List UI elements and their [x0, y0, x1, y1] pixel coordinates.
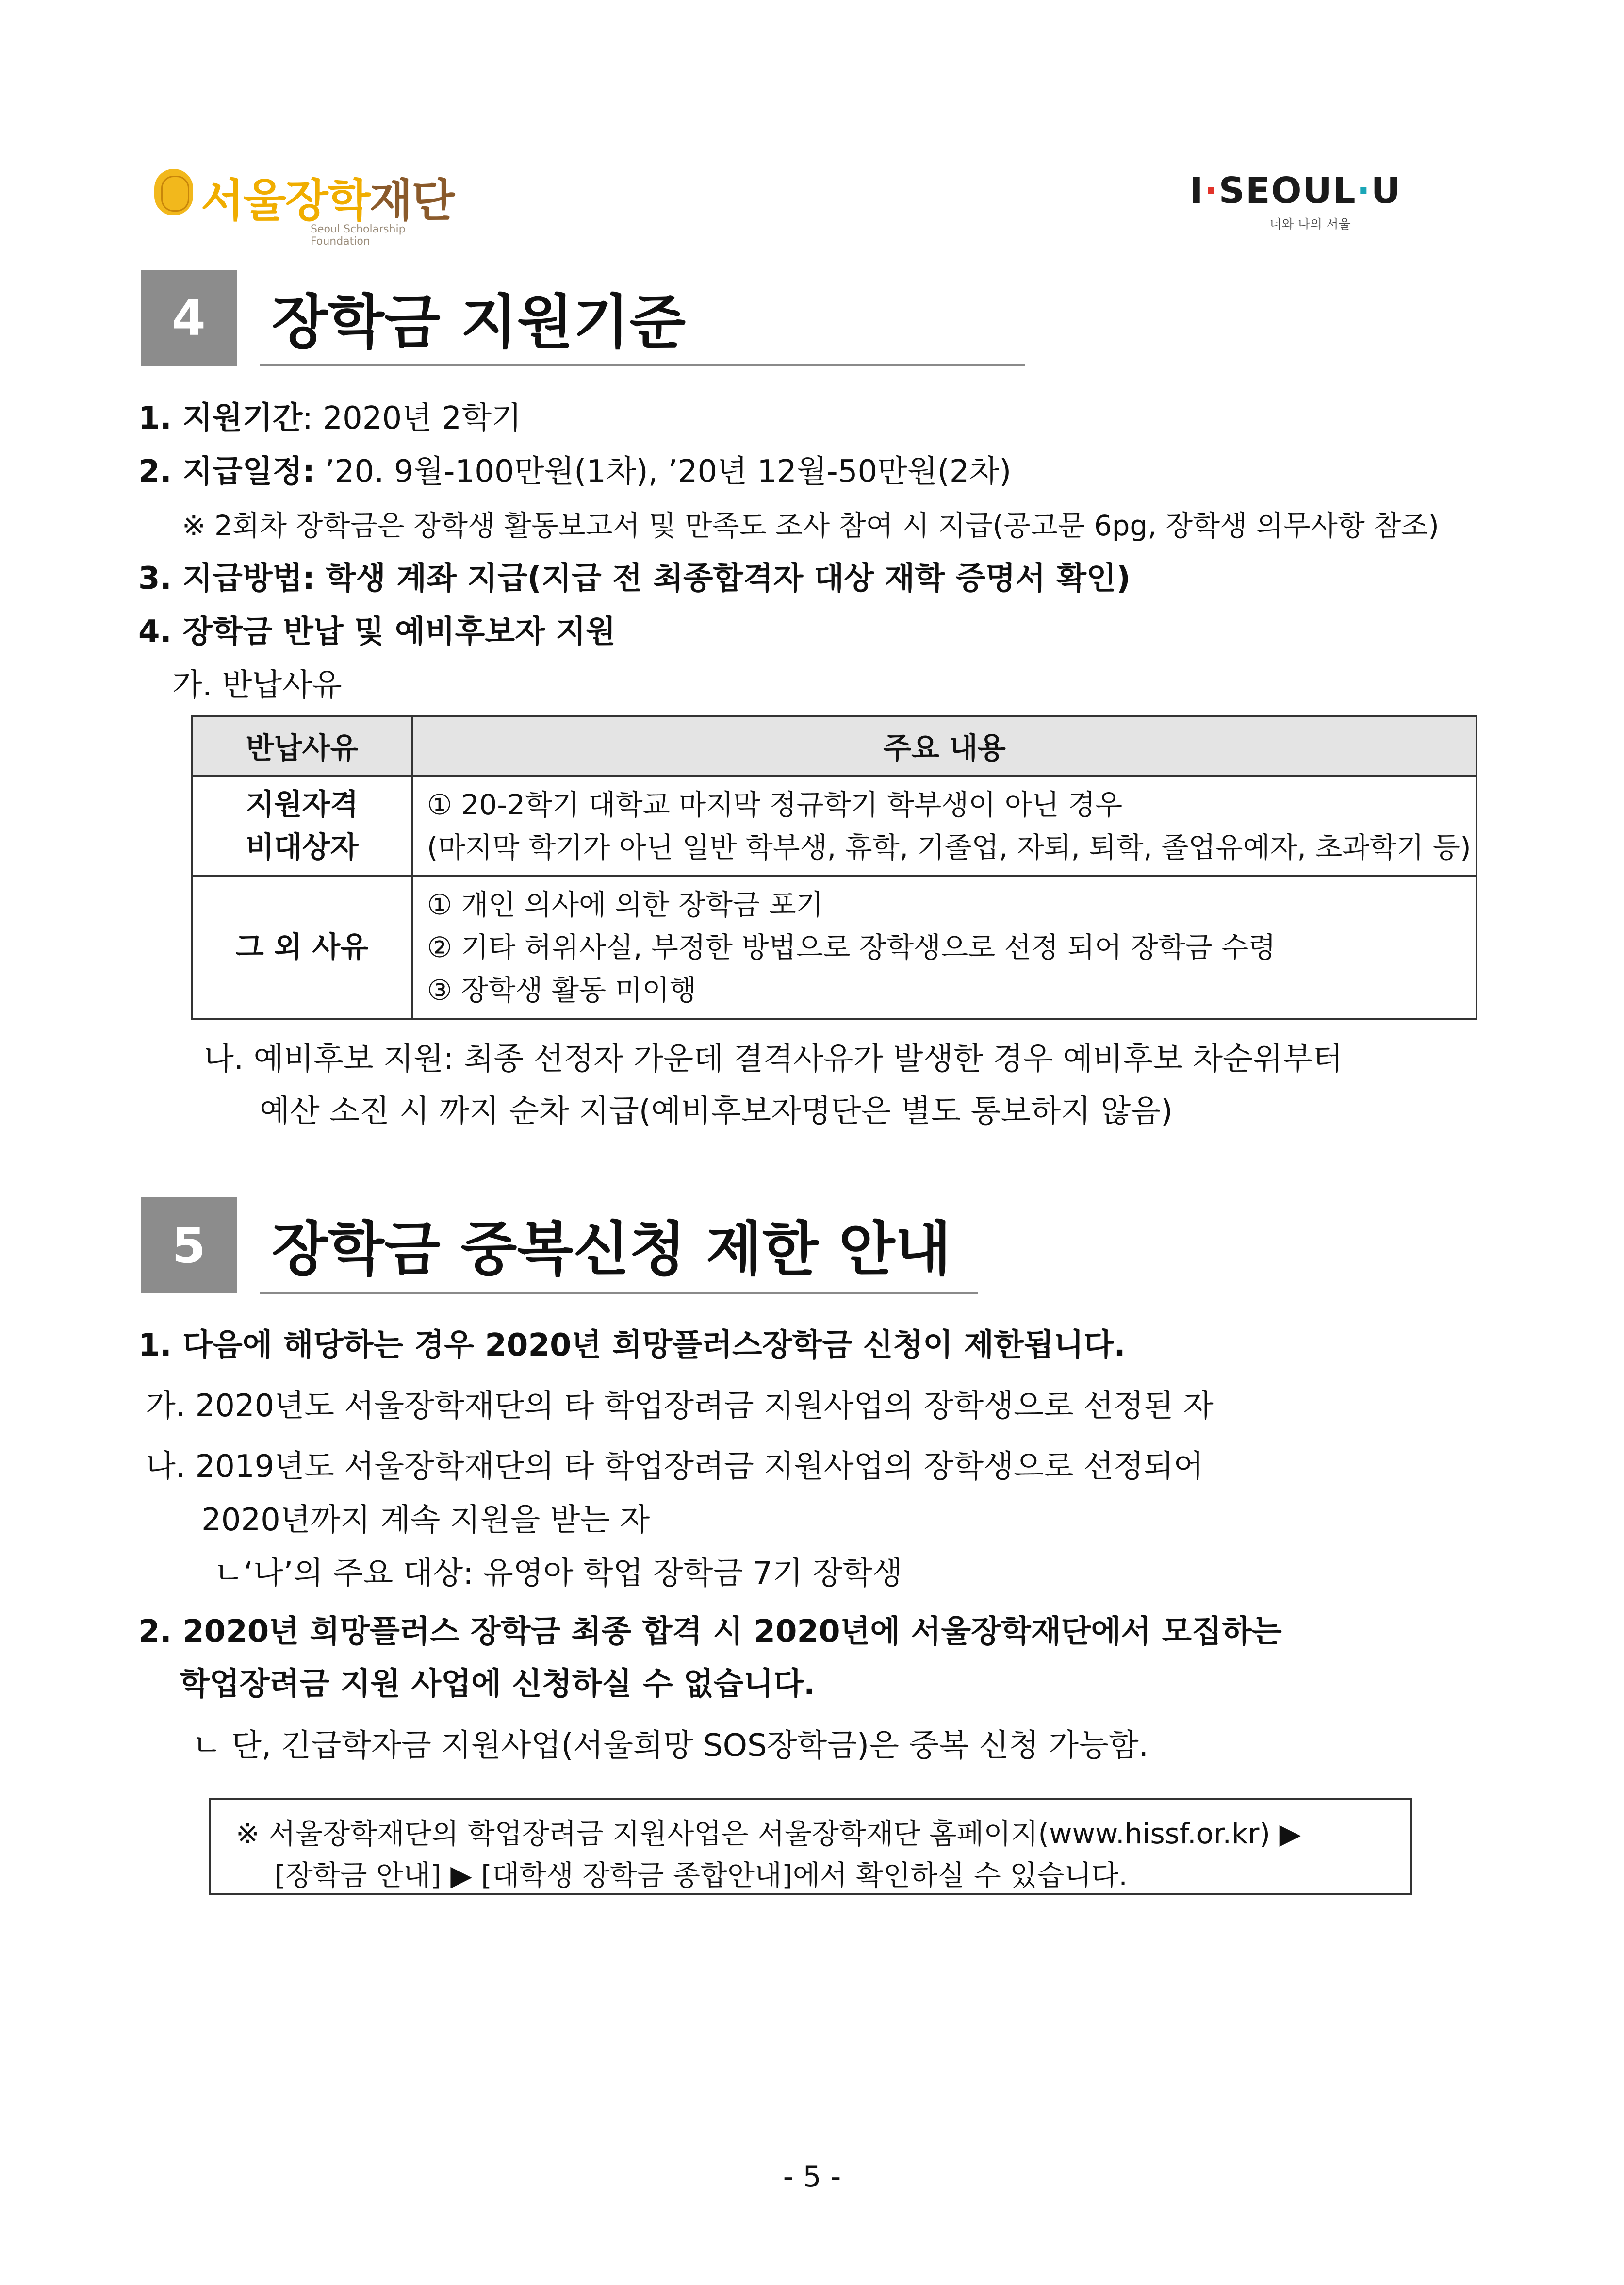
- payment-method: 3. 지급방법: 학생 계좌 지급(지급 전 최종합격자 대상 재학 증명서 확인): [138, 561, 1131, 596]
- section-4-title: 장학금 지원기준: [272, 289, 686, 356]
- table-category-cell: [192, 776, 412, 876]
- reserve-support-line-1: 나. 예비후보 지원: 최종 선정자 가운데 결격사유가 발생한 경우 예비후보 차순위부터: [204, 1041, 1343, 1077]
- restriction-heading: 1. 다음에 해당하는 경우 2020년 희망플러스장학금 신청이 제한됩니다.: [138, 1327, 1126, 1363]
- support-period: [138, 393, 522, 438]
- restriction-item-b-line-1: 나. 2019년도 서울장학재단의 타 학업장려금 지원사업의 장학생으로 선정되어: [146, 1449, 1204, 1485]
- payment-schedule-value: ’20. 9월-100만원(1차), ’20년 12월-50만원(2차): [315, 454, 1012, 490]
- restriction-item-b-note: ㄴ‘나’의 주요 대상: 유영아 학업 장학금 7기 장학생: [213, 1556, 903, 1591]
- wordmark-u: U: [1371, 170, 1401, 212]
- table-header-row: [192, 716, 1476, 776]
- table-category-cell: [192, 876, 412, 1019]
- reserve-support-line-2: 예산 소진 시 까지 순차 지급(예비후보자명단은 별도 통보하지 않음): [260, 1093, 1173, 1129]
- table-header-cell: 반납사유: [192, 716, 412, 776]
- restriction-item-2-line-2: 학업장려금 지원 사업에 신청하실 수 없습니다.: [180, 1666, 816, 1702]
- wordmark-i: I: [1190, 170, 1204, 212]
- return-reasons-table: [191, 715, 1477, 1020]
- notice-line-1: ※ 서울장학재단의 학업장려금 지원사업은 서울장학재단 홈페이지(www.hissf.or.kr) ▶: [236, 1817, 1301, 1850]
- restriction-item-a: 가. 2020년도 서울장학재단의 타 학업장려금 지원사업의 장학생으로 선정된 자: [146, 1388, 1214, 1424]
- section-4-number: 4: [141, 270, 237, 366]
- logo-name-part2: 재단: [369, 175, 454, 227]
- payment-schedule-label: 2. 지급일정:: [138, 454, 315, 490]
- category-line: 지원자격: [246, 787, 359, 822]
- logo-name-part1: 서울장학: [201, 175, 370, 227]
- foundation-emblem-icon: [154, 169, 193, 215]
- restriction-item-2-note: ㄴ 단, 긴급학자금 지원사업(서울희망 SOS장학금)은 중복 신청 가능함.: [192, 1728, 1149, 1764]
- logo-subtitle: Seoul Scholarship Foundation: [311, 223, 406, 248]
- section-5-number: 5: [141, 1197, 237, 1293]
- wordmark-seoul: SEOUL: [1218, 170, 1357, 212]
- payment-schedule: [138, 447, 1011, 491]
- description-line: ① 개인 의사에 의한 장학금 포기: [427, 888, 823, 921]
- restriction-item-2-line-1: 2. 2020년 희망플러스 장학금 최종 합격 시 2020년에 서울장학재단에서 모집하는: [138, 1614, 1282, 1650]
- i-seoul-u-subtitle: 너와 나의 서울: [1269, 217, 1351, 232]
- section-5-rule: [260, 1292, 978, 1294]
- notice-line-2: [장학금 안내] ▶ [대학생 장학금 종합안내]에서 확인하실 수 있습니다.: [275, 1859, 1128, 1892]
- section-5-title: 장학금 중복신청 제한 안내: [272, 1216, 951, 1283]
- payment-note: ※ 2회차 장학금은 장학생 활동보고서 및 만족도 조사 참여 시 지급(공고문 6pg, 장학생 의무사항 참조): [182, 509, 1439, 542]
- category-line: 비대상자: [246, 830, 359, 864]
- table-header-cell: 주요 내용: [412, 716, 1476, 776]
- return-reasons-subheading: 가. 반납사유: [172, 667, 342, 703]
- table-row: [192, 876, 1476, 1019]
- logo-name: [201, 165, 454, 229]
- support-period-label: 1. 지원기간: [138, 400, 303, 436]
- seoul-scholarship-foundation-logo: [154, 165, 465, 248]
- restriction-item-b-line-2: 2020년까지 계속 지원을 받는 자: [201, 1502, 650, 1538]
- description-line: ① 20-2학기 대학교 마지막 정규학기 학부생이 아닌 경우: [427, 788, 1123, 821]
- table-row: [192, 776, 1476, 876]
- i-seoul-u-logo: [1179, 170, 1412, 238]
- category-line: 그 외 사유: [235, 930, 369, 964]
- description-line: ③ 장학생 활동 미이행: [427, 973, 697, 1007]
- return-and-reserve-heading: 4. 장학금 반납 및 예비후보자 지원: [138, 614, 616, 650]
- description-line: (마지막 학기가 아닌 일반 학부생, 휴학, 기졸업, 자퇴, 퇴학, 졸업유예자, 초과학기 등): [427, 830, 1471, 864]
- support-period-value: : 2020년 2학기: [302, 400, 522, 436]
- section-4-rule: [260, 364, 1025, 366]
- page-number: - 5 -: [783, 2160, 841, 2194]
- table-description-cell: [412, 876, 1476, 1019]
- i-seoul-u-wordmark: I·SEOUL·U: [1190, 170, 1401, 212]
- description-line: ② 기타 허위사실, 부정한 방법으로 장학생으로 선정 되어 장학금 수령: [427, 930, 1276, 964]
- table-description-cell: [412, 776, 1476, 876]
- notice-box: [209, 1798, 1412, 1895]
